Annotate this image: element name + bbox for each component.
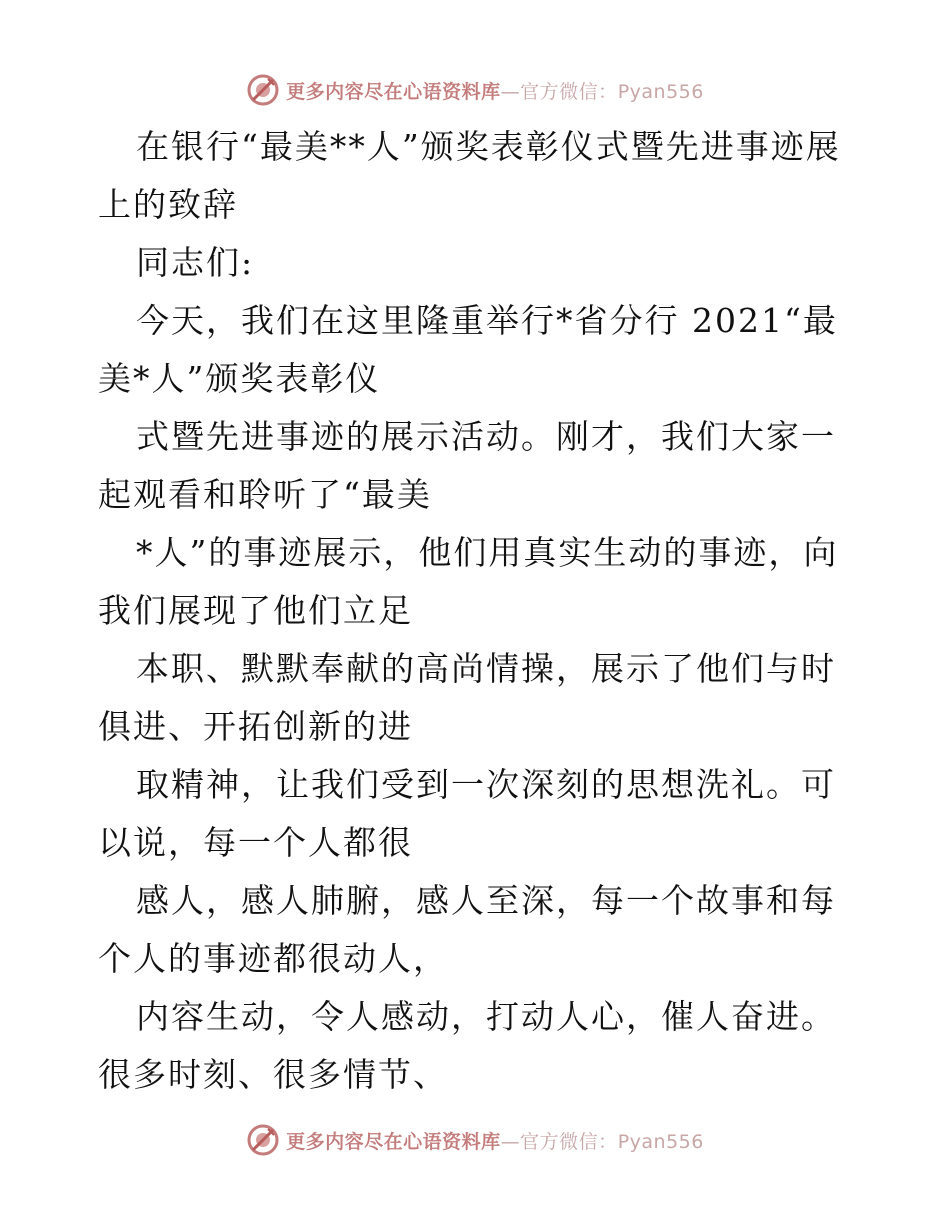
footer-official-label: 官方微信：: [520, 1130, 618, 1153]
document-title: 在银行“最美**人”颁奖表彰仪式暨先进事迹展上的致辞: [98, 127, 841, 224]
footer-separator: —: [500, 1130, 521, 1153]
brand-logo-icon: [246, 73, 280, 107]
paragraph-3: *人”的事迹展示，他们用真实生动的事迹，向我们展现了他们立足: [98, 533, 839, 630]
footer-wechat-id: Pyan556: [617, 1130, 704, 1153]
brand-logo-icon: [246, 1123, 280, 1157]
paragraph-5: 取精神，让我们受到一次深刻的思想洗礼。可以说，每一个人都很: [98, 765, 836, 862]
paragraph-7: 内容生动，令人感动，打动人心，催人奋进。很多时刻、很多情节、: [98, 997, 836, 1094]
paragraph-4: 本职、默默奉献的高尚情操，展示了他们与时俱进、开拓创新的进: [98, 649, 836, 746]
document-body: [98, 118, 853, 1104]
header-official-label: 官方微信：: [520, 80, 618, 103]
header-wechat-id: Pyan556: [617, 80, 704, 103]
paragraph-1: 今天，我们在这里隆重举行*省分行 2021“最美*人”颁奖表彰仪: [98, 301, 838, 398]
header-banner-text: [286, 77, 704, 104]
header-separator: —: [500, 80, 521, 103]
footer-banner-text: [286, 1127, 704, 1154]
footer-watermark-banner: [0, 1120, 950, 1160]
header-brand-text: 更多内容尽在心语资料库: [286, 80, 501, 103]
footer-brand-text: 更多内容尽在心语资料库: [286, 1130, 501, 1153]
paragraph-2: 式暨先进事迹的展示活动。刚才，我们大家一起观看和聆听了“最美: [98, 417, 836, 514]
document-greeting: 同志们:: [136, 243, 255, 282]
paragraph-6: 感人，感人肺腑，感人至深，每一个故事和每个人的事迹都很动人，: [98, 881, 836, 978]
header-watermark-banner: [0, 70, 950, 110]
